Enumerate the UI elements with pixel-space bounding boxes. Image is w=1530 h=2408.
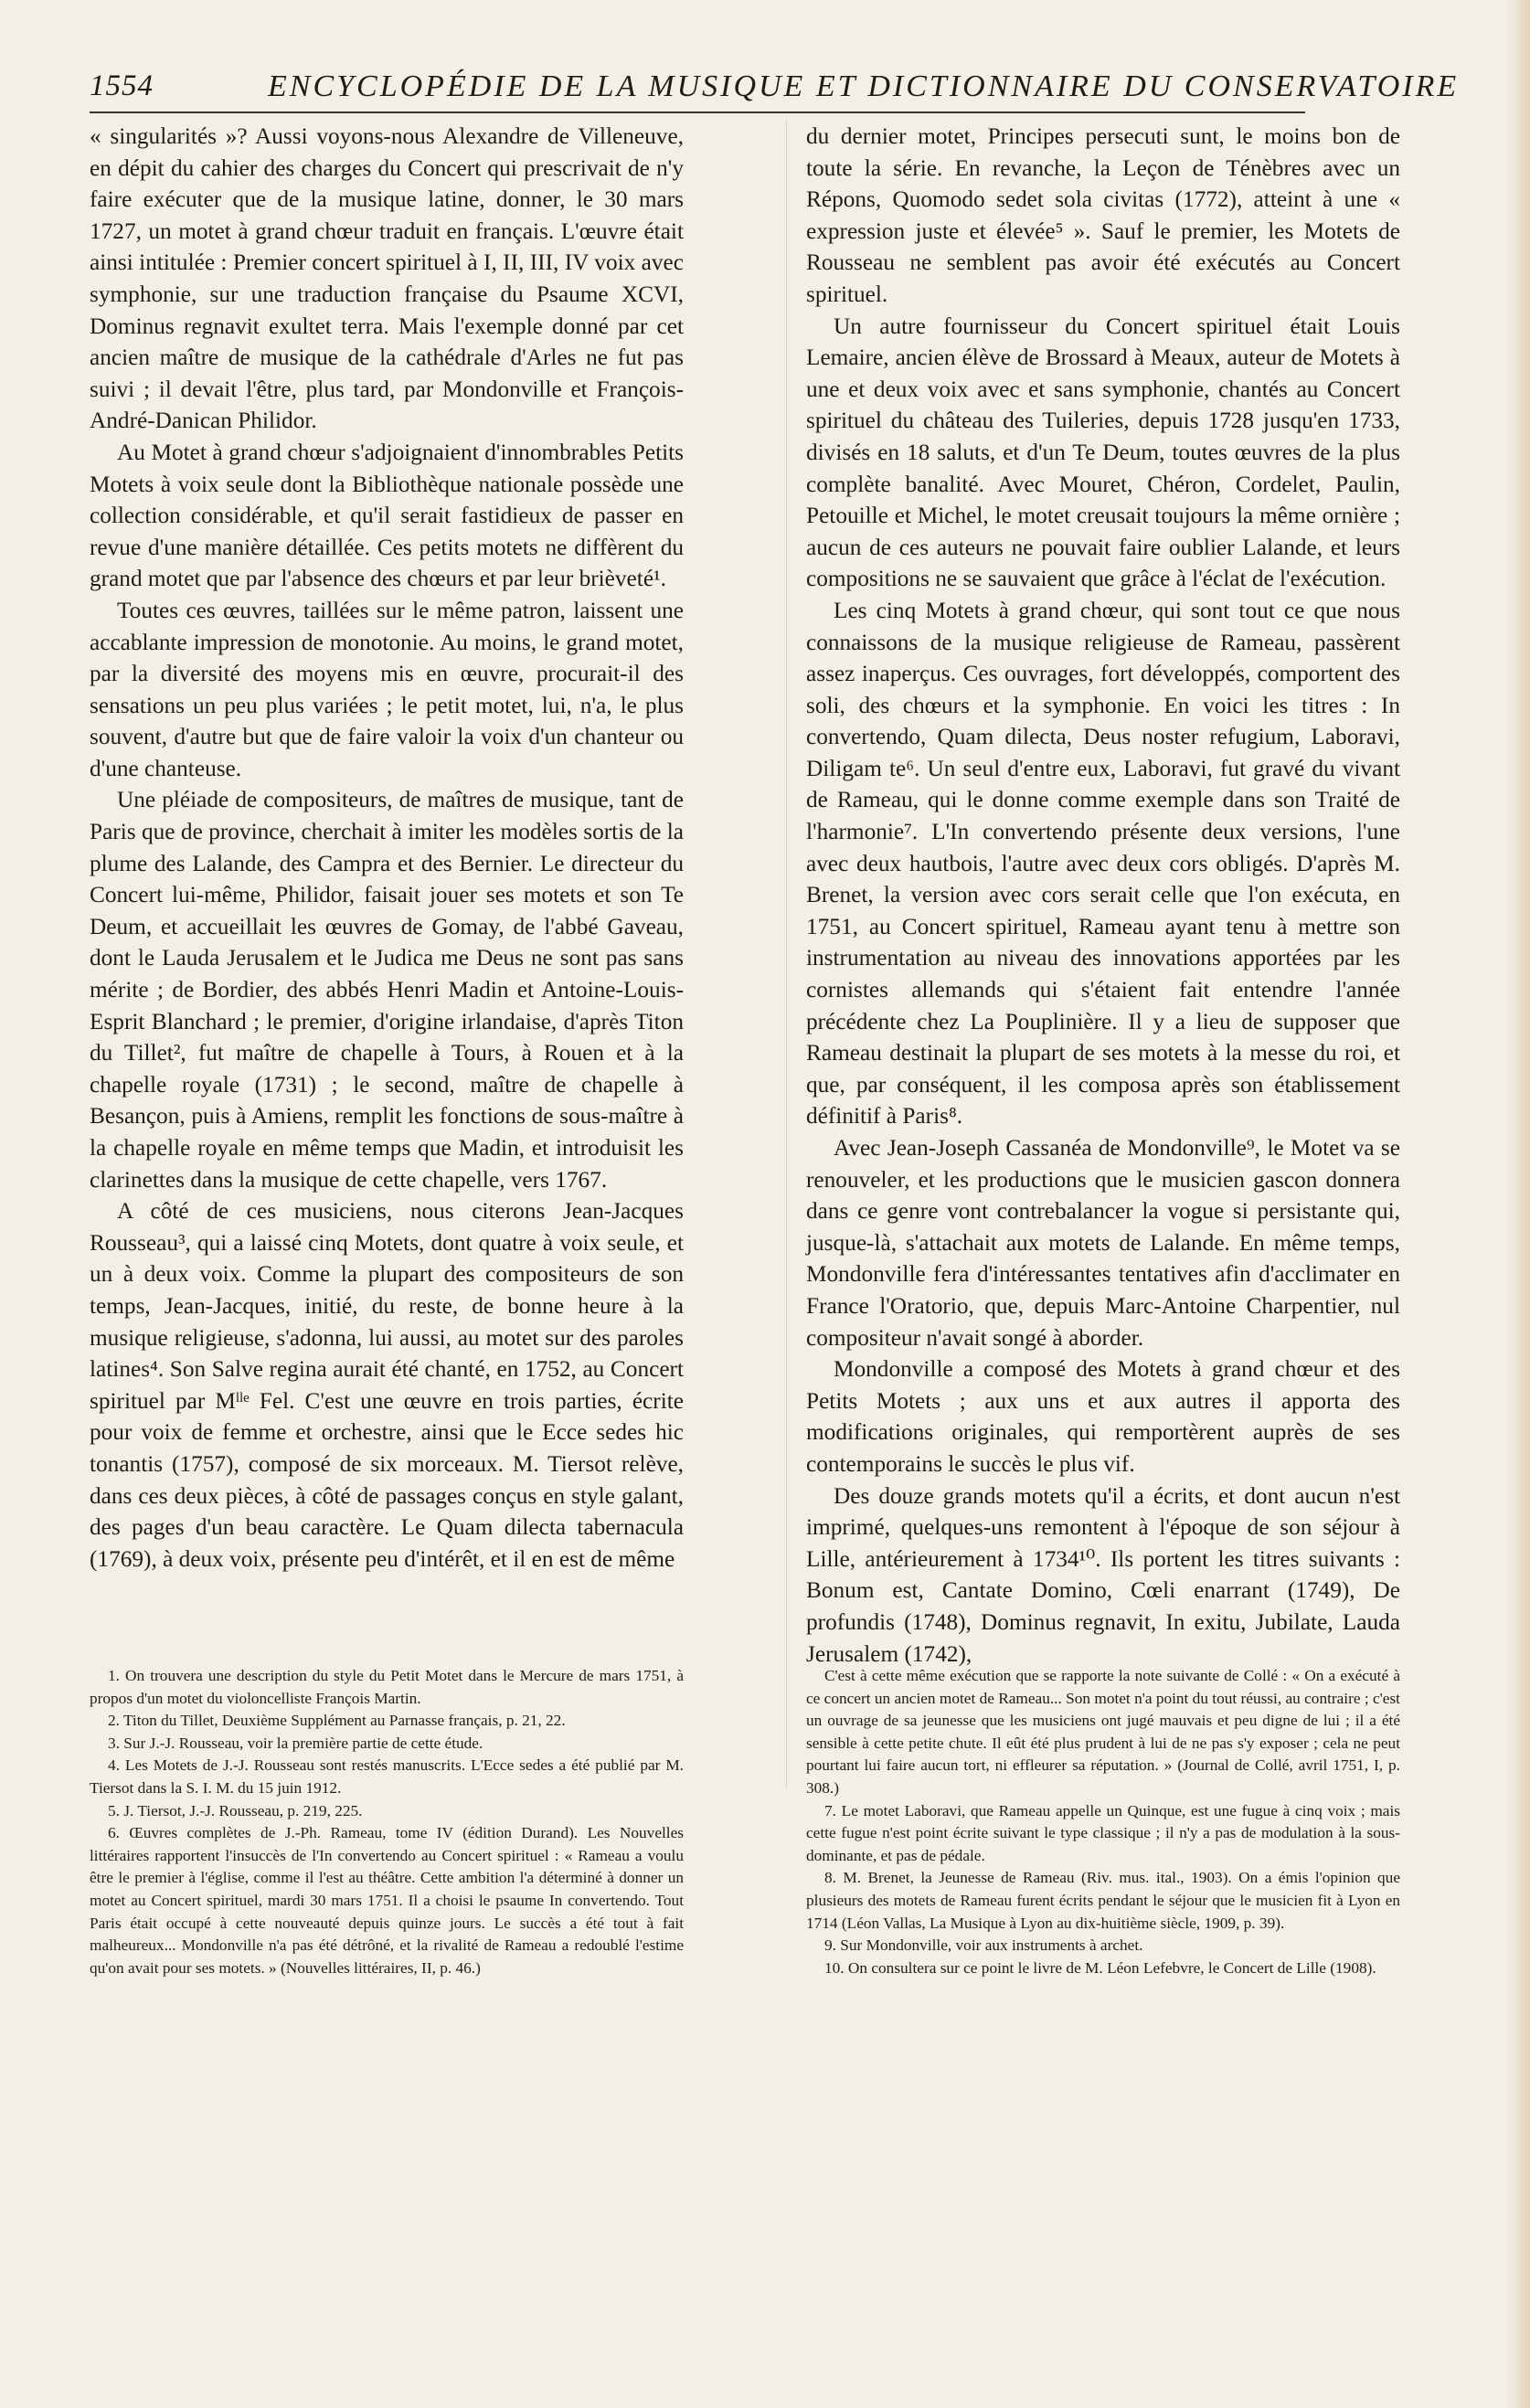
- footnote: 7. Le motet Laboravi, que Rameau appelle un Quinque, est une fugue à cinq voix ; mais cette fugue n'est point écrite suivant le type classique ; il n'y a pas de modulation à la sous-dominante, et pas de pédale.: [806, 1801, 1400, 1864]
- footnote: 2. Titon du Tillet, Deuxième Supplément au Parnasse français, p. 21, 22.: [108, 1712, 566, 1730]
- footnote: 4. Les Motets de J.-J. Rousseau sont restés manuscrits. L'Ecce sedes a été publié par M. Tiersot dans la S. I. M. du 15 juin 1912.: [90, 1756, 684, 1797]
- paragraph: Avec Jean-Joseph Cassanéa de Mondonville⁹, le Motet va se renouveler, et les productions que le musicien gascon donnera dans ce genre vont contrebalancer la vogue si persistante qui, jusque-là, s'attachait aux motets de Lalande. En même temps, Mondonville fera d'intéressantes tentatives afin d'acclimater en France l'Oratorio, que, depuis Marc-Antoine Charpentier, nul compositeur n'avait songé à aborder.: [806, 1135, 1400, 1351]
- paragraph: « singularités »? Aussi voyons-nous Alexandre de Villeneuve, en dépit du cahier des charges du Concert qui prescrivait de n'y faire exécuter que de la musique latine, donner, le 30 mars 1727, un motet à grand chœur traduit en français. L'œuvre était ainsi intitulée : Premier concert spirituel à I, II, III, IV voix avec symphonie, sur une traduction française du Psaume XCVI, Dominus regnavit exultet terra. Mais l'exemple donné par cet ancien maître de musique de la cathédrale d'Arles ne fut pas suivi ; il devait l'être, plus tard, par Mondonville et François-André-Danican Philidor.: [90, 123, 684, 434]
- paragraph: Toutes ces œuvres, taillées sur le même patron, laissent une accablante impression de monotonie. Au moins, le grand motet, par la diversité des moyens mis en œuvre, procurait-il des sensations un peu plus variées ; le petit motet, lui, n'a, le plus souvent, d'autre but que de faire valoir la voix d'un chanteur ou d'une chanteuse.: [90, 597, 684, 781]
- footnote: 3. Sur J.-J. Rousseau, voir la première partie de cette étude.: [108, 1734, 483, 1752]
- paragraph: Mondonville a composé des Motets à grand chœur et des Petits Motets ; aux uns et aux autres il apporta des modifications originales, qui remportèrent auprès de ses contemporains le succès le plus vif.: [806, 1356, 1400, 1477]
- left-column: [90, 121, 684, 1575]
- paragraph: Des douze grands motets qu'il a écrits, et dont aucun n'est imprimé, quelques-uns remontent à l'époque de son séjour à Lille, antérieurement à 1734¹⁰. Ils portent les titres suivants : Bonum est, Cantate Domino, Cœli enarrant (1749), De profundis (1748), Dominus regnavit, In exitu, Jubilate, Lauda Jerusalem (1742),: [806, 1482, 1400, 1667]
- paragraph: A côté de ces musiciens, nous citerons Jean-Jacques Rousseau³, qui a laissé cinq Motets, dont quatre à voix seule, et un à deux voix. Comme la plupart des compositeurs de son temps, Jean-Jacques, initié, du reste, de bonne heure à la musique religieuse, s'adonna, lui aussi, au motet sur des paroles latines⁴. Son Salve regina aurait été chanté, en 1752, au Concert spirituel par Mˡˡᵉ Fel. C'est une œuvre en trois parties, écrite pour voix de femme et orchestre, ainsi que le Ecce sedes hic tonantis (1757), composé de six morceaux. M. Tiersot relève, dans ces deux pièces, à côté de passages conçus en style galant, des pages d'un beau caractère. Le Quam dilecta tabernacula (1769), à deux voix, présente peu d'intérêt, et il en est de même: [90, 1198, 684, 1572]
- page-edge: [1506, 0, 1530, 2408]
- footnotes-right: [806, 1665, 1400, 1979]
- footnote: 5. J. Tiersot, J.-J. Rousseau, p. 219, 225.: [108, 1801, 363, 1819]
- paragraph: Au Motet à grand chœur s'adjoignaient d'innombrables Petits Motets à voix seule dont la Bibliothèque nationale possède une collection considérable, et qu'il serait fastidieux de passer en revue d'une manière détaillée. Ces petits motets ne diffèrent du grand motet que par l'absence des chœurs et par leur brièveté¹.: [90, 439, 684, 592]
- footnote: 9. Sur Mondonville, voir aux instruments à archet.: [824, 1936, 1143, 1955]
- footnote: C'est à cette même exécution que se rapporte la note suivante de Collé : « On a exécuté à ce concert un ancien motet de Rameau... Son motet n'a point du tout réussi, au contraire ; c'est un ouvrage de sa jeunesse que les musiciens ont jugé mauvais et peu digne de lui ; il a été sensible à cette petite chute. Il eût été plus prudent à lui de ne pas s'y exposer ; cela ne peut pourtant lui faire aucun tort, ni effleurer sa réputation. » (Journal de Collé, avril 1751, I, p. 308.): [806, 1667, 1400, 1797]
- paragraph: Un autre fournisseur du Concert spirituel était Louis Lemaire, ancien élève de Brossard à Meaux, auteur de Motets à une et deux voix avec et sans symphonie, chantés au Concert spirituel du château des Tuileries, depuis 1728 jusqu'en 1733, divisés en 18 saluts, et d'un Te Deum, toutes œuvres de la plus complète banalité. Avec Mouret, Chéron, Cordelet, Paulin, Petouille et Michel, le motet creusait toujours la même ornière ; aucun de ces auteurs ne pouvait faire oublier Lalande, et leurs compositions ne se sauvaient que grâce à l'éclat de l'exécution.: [806, 313, 1400, 592]
- footnote: 6. Œuvres complètes de J.-Ph. Rameau, tome IV (édition Durand). Les Nouvelles littéraires rapportent l'insuccès de l'In convertendo au Concert spirituel : « Rameau a voulu être le premier à l'église, comme il l'est au théâtre. Cette ambition l'a déterminé à donner un motet au Concert spirituel, mardi 30 mars 1751. Il a choisi le psaume In convertendo. Tout Paris était occupé à cette nouveauté depuis quinze jours. Le succès a été tout à fait malheureux... Mondonville n'a pas été détrôné, et la rivalité de Rameau a redoublé l'estime qu'on avait pour ses motets. » (Nouvelles littéraires, II, p. 46.): [90, 1824, 684, 1977]
- paragraph: Les cinq Motets à grand chœur, qui sont tout ce que nous connaissons de la musique religieuse de Rameau, passèrent assez inaperçus. Ces ouvrages, fort développés, comportent des soli, des chœurs et la symphonie. En voici les titres : In convertendo, Quam dilecta, Deus noster refugium, Laboravi, Diligam te⁶. Un seul d'entre eux, Laboravi, fut gravé du vivant de Rameau, qui le donne comme exemple dans son Traité de l'harmonie⁷. L'In convertendo présente deux versions, l'une avec deux hautbois, l'autre avec deux cors obligés. D'après M. Brenet, la version avec cors serait celle que l'on exécuta, en 1751, au Concert spirituel, Rameau ayant tenu à mettre son instrumentation au niveau des innovations apportées par les cornistes allemands qui s'étaient fait entendre l'année précédente chez La Pouplinière. Il y a lieu de supposer que Rameau destinait la plupart de ses motets à la messe du roi, et que, par conséquent, il les composa après son établissement définitif à Paris⁸.: [806, 597, 1400, 1130]
- footnote: 8. M. Brenet, la Jeunesse de Rameau (Riv. mus. ital., 1903). On a émis l'opinion que plusieurs des motets de Rameau furent écrits pendant le séjour que le musicien fit à Lyon en 1714 (Léon Vallas, La Musique à Lyon au dix-huitième siècle, 1909, p. 39).: [806, 1869, 1400, 1932]
- paragraph: Une pléiade de compositeurs, de maîtres de musique, tant de Paris que de province, cherchait à imiter les modèles sortis de la plume des Lalande, des Campra et des Bernier. Le directeur du Concert lui-même, Philidor, faisait jouer ses motets et son Te Deum, et accueillait les œuvres de Gomay, de l'abbé Gaveau, dont le Lauda Jerusalem et le Judica me Deus ne sont pas sans mérite ; de Bordier, des abbés Henri Madin et Antoine-Louis-Esprit Blanchard ; le premier, d'origine irlandaise, d'après Titon du Tillet², fut maître de chapelle à Tours, à Rouen et à la chapelle royale (1731) ; le second, maître de chapelle à Besançon, puis à Amiens, remplit les fonctions de sous-maître à la chapelle royale en même temps que Madin, et introduisit les clarinettes dans la musique de cette chapelle, vers 1767.: [90, 787, 684, 1193]
- page-header: [90, 68, 1460, 113]
- footnote: 1. On trouvera une description du style du Petit Motet dans le Mercure de mars 1751, à propos d'un motet du violoncelliste François Martin.: [90, 1667, 684, 1707]
- footnotes-left: [90, 1665, 684, 1979]
- running-title: ENCYCLOPÉDIE DE LA MUSIQUE ET DICTIONNAIRE DU CONSERVATOIRE: [268, 69, 1460, 103]
- footnote: 10. On consultera sur ce point le livre de M. Léon Lefebvre, le Concert de Lille (1908).: [824, 1958, 1376, 1977]
- page-number: 1554: [90, 69, 154, 102]
- right-column: [806, 121, 1400, 1670]
- column-divider: [786, 121, 787, 1788]
- paragraph: du dernier motet, Principes persecuti sunt, le moins bon de toute la série. En revanche, la Leçon de Ténèbres avec un Répons, Quomodo sedet sola civitas (1772), atteint à une « expression juste et élevée⁵ ». Sauf le premier, les Motets de Rousseau ne semblent pas avoir été exécutés au Concert spirituel.: [806, 123, 1400, 307]
